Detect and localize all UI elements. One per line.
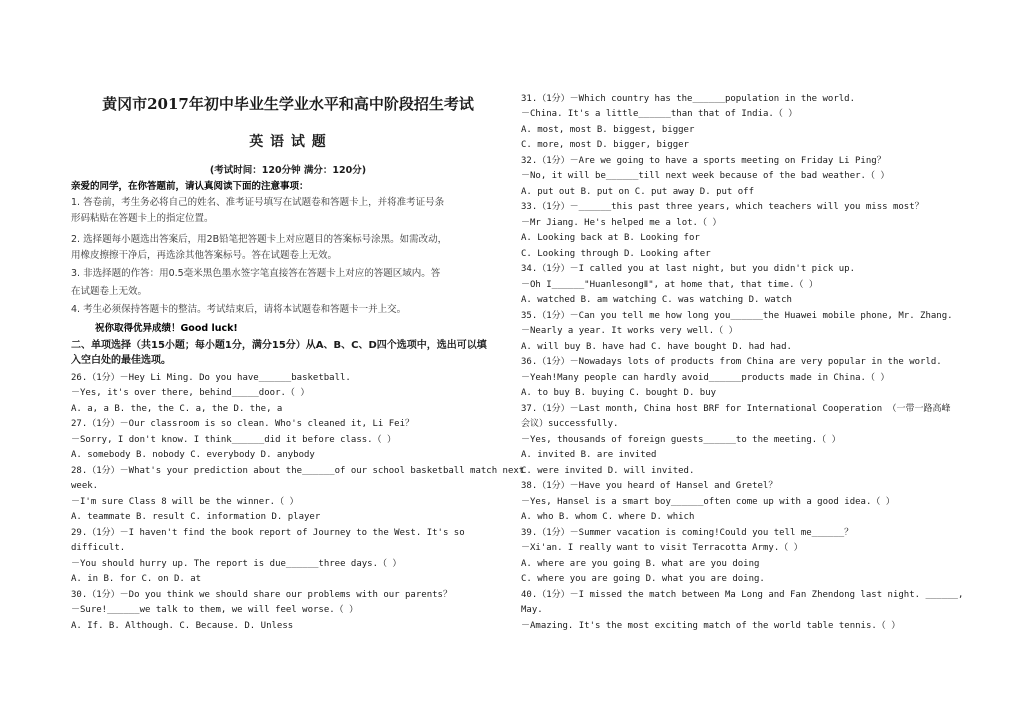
question-line: week. [71,481,99,491]
question-line: A. invited B. are invited [521,450,657,460]
notice-item: 3. 非选择题的作答：用0.5毫米黑色墨水签字笔直接答在答题卡上对应的答题区域内。答 [71,268,441,279]
question-line: 35.（1分）－Can you tell me how long you______the Huawei mobile phone, Mr. Zhang. [521,311,953,321]
question-line: －I'm sure Class 8 will be the winner.（ ） [71,497,299,507]
question-line: －You should hurry up. The report is due______three days.（ ） [71,559,402,569]
question-line: －Amazing. It's the most exciting match of the world table tennis.（ ） [521,621,901,631]
question-line: 27.（1分）－Our classroom is so clean. Who's cleaned it, Li Fei？ [71,419,415,429]
question-line: A. If. B. Although. C. Because. D. Unless [71,621,294,631]
notice-item: 形码粘贴在答题卡上的指定位置。 [71,213,214,224]
question-line: A. will buy B. have had C. have bought D. had had. [521,342,792,352]
question-line: 36.（1分）－Nowadays lots of products from China are very popular in the world. [521,357,942,367]
exam-subtitle: 英 语 试 题 [249,134,327,150]
question-line: －Xi'an. I really want to visit Terracotta Army.（ ） [521,543,803,553]
question-line: C. were invited D. will invited. [521,466,695,476]
question-line: A. to buy B. buying C. bought D. buy [521,388,717,398]
notice-item: 2. 选择题每小题选出答案后，用2B铅笔把答题卡上对应题目的答案标号涂黑。如需改动， [71,234,448,245]
question-line: A. most, most B. biggest, bigger [521,125,695,135]
question-line: －Yes, Hansel is a smart boy______often come up with a good idea.（ ） [521,497,895,507]
question-line: 32.（1分）－Are we going to have a sports meeting on Friday Li Ping？ [521,156,886,166]
question-line: 26.（1分）－Hey Li Ming. Do you have______basketball. [71,373,351,383]
notice-item: 1. 答卷前，考生务必将自己的姓名、准考证号填写在试题卷和答题卡上，并将准考证号条 [71,197,445,208]
question-line: 31.（1分）－Which country has the______population in the world. [521,94,856,104]
question-line: －China. It's a little______than that of India.（ ） [521,109,798,119]
notice-item: 在试题卷上无效。 [71,286,148,297]
question-line: A. somebody B. nobody C. everybody D. anybody [71,450,315,460]
question-line: A. who B. whom C. where D. which [521,512,695,522]
question-line: A. put out B. put on C. put away D. put off [521,187,754,197]
question-line: 29.（1分）－I haven't find the book report of Journey to the West. It's so [71,528,465,538]
good-luck-wish: 祝你取得优异成绩！Good luck! [95,323,238,334]
question-line: 34.（1分）－I called you at last night, but you didn't pick up. [521,264,856,274]
question-line: －Sorry, I don't know. I think______did it before class.（ ） [71,435,397,445]
question-line: －Yes, thousands of foreign guests______to the meeting.（ ） [521,435,841,445]
question-line: －Oh I______"HuanlesongⅡ", at home that, that time.（ ） [521,280,818,290]
question-line: －Yes, it's over there, behind_____door.（ ） [71,388,310,398]
question-line: －Sure!______we talk to them, we will feel worse.（ ） [71,605,359,615]
question-line: A. watched B. am watching C. was watching D. watch [521,295,792,305]
question-line: 39.（1分）－Summer vacation is coming!Could you tell me______？ [521,528,854,538]
question-line: 30.（1分）－Do you think we should share our problems with our parents？ [71,590,452,600]
question-line: C. more, most D. bigger, bigger [521,140,689,150]
question-line: 28.（1分）－What's your prediction about the______of our school basketball match next [71,466,525,476]
question-line: A. Looking back at B. Looking for [521,233,700,243]
question-line: May. [521,605,543,615]
question-line: 33.（1分）－______this past three years, which teachers will you miss most？ [521,202,924,212]
question-line: 会议）successfully. [521,419,619,429]
question-line: A. in B. for C. on D. at [71,574,202,584]
notice-item: 4. 考生必须保持答题卡的整洁。考试结束后，请将本试题卷和答题卡一并上交。 [71,304,407,315]
question-line: A. a, a B. the, the C. a, the D. the, a [71,404,283,414]
exam-title: 黄冈市2017年初中毕业生学业水平和高中阶段招生考试 [102,95,474,113]
question-line: 38.（1分）－Have you heard of Hansel and Gretel？ [521,481,778,491]
section-heading: 二、单项选择（共15小题；每小题1分，满分15分）从A、B、C、D四个选项中，选出可以填 [71,340,487,351]
question-line: C. where you are going D. what you are doing. [521,574,765,584]
question-line: difficult. [71,543,126,553]
question-line: 40.（1分）－I missed the match between Ma Long and Fan Zhendong last night. ______, [521,590,964,600]
question-line: －Nearly a year. It works very well.（ ） [521,326,738,336]
question-line: A. where are you going B. what are you doing [521,559,760,569]
question-line: 37.（1分）－Last month, China host BRF for International Cooperation （一带一路高峰 [521,404,951,414]
notice-heading: 亲爱的同学，在你答题前，请认真阅读下面的注意事项： [71,181,309,192]
notice-item: 用橡皮擦擦干净后，再选涂其他答案标号。答在试题卷上无效。 [71,250,338,261]
question-line: －No, it will be______till next week because of the bad weather.（ ） [521,171,890,181]
exam-info: (考试时间：120分钟 满分：120分) [209,165,367,176]
question-line: －Yeah!Many people can hardly avoid______products made in China.（ ） [521,373,890,383]
question-line: C. Looking through D. Looking after [521,249,711,259]
question-line: －Mr Jiang. He's helped me a lot.（ ） [521,218,722,228]
section-heading-cont: 入空白处的最佳选项。 [71,355,171,366]
question-line: A. teammate B. result C. information D. player [71,512,321,522]
